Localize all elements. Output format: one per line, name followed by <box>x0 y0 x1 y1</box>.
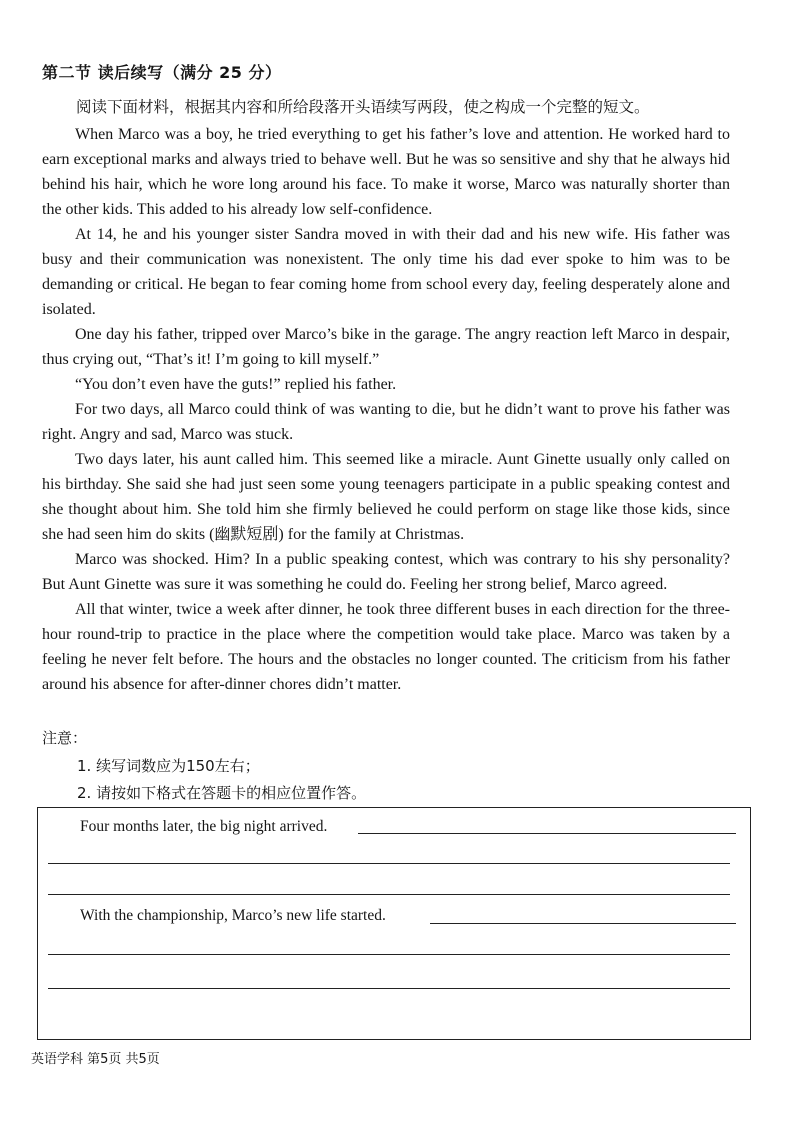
passage-paragraph: Two days later, his aunt called him. This seemed like a miracle. Aunt Ginette usually only called on his birthday. She said she had just seen some young teenagers participate in a public speaking contest and she thought about him. She told him she firmly believed he could perform on stage like those kids, since she had seen him do skits (幽默短剧) for the family at Christmas. <box>42 451 730 543</box>
passage-paragraph: When Marco was a boy, he tried everything to get his father’s love and attention. He worked hard to earn exceptional marks and always tried to behave well. But he was so sensitive and shy that he always hid behind his hair, which he wore long around his face. To make it worse, Marco was naturally shorter than the other kids. This added to his already low self-confidence. <box>42 126 730 218</box>
passage-paragraph: Marco was shocked. Him? In a public speaking contest, which was contrary to his shy personality? But Aunt Ginette was sure it was something he could do. Feeling her strong belief, Marco agreed. <box>42 551 730 593</box>
note-item: 2. 请按如下格式在答题卡的相应位置作答。 <box>77 784 367 802</box>
page-footer: 英语学科 第5页 共5页 <box>31 1052 160 1067</box>
section-title: 第二节 读后续写（满分 25 分） <box>42 63 282 82</box>
writing-line[interactable] <box>48 954 730 955</box>
passage-paragraph: At 14, he and his younger sister Sandra moved in with their dad and his new wife. His father was busy and their communication was nonexistent. The only time his dad ever spoke to him was to be demanding or critical. He began to fear coming home from school every day, feeling desperately alone and isolated. <box>42 226 730 318</box>
passage-paragraph: One day his father, tripped over Marco’s bike in the garage. The angry reaction left Marco in despair, thus crying out, “That’s it! I’m going to kill myself.” <box>42 326 730 368</box>
writing-line[interactable] <box>48 894 730 895</box>
writing-line[interactable] <box>358 833 736 834</box>
reading-passage <box>42 122 730 697</box>
paragraph-opener-2: With the championship, Marco’s new life started. <box>80 907 386 924</box>
note-item: 1. 续写词数应为150左右； <box>77 757 260 775</box>
passage-paragraph: All that winter, twice a week after dinner, he took three different buses in each direction for the three-hour round-trip to practice in the place where the competition would take place. Marco was taken by a feeling he never felt before. The hours and the obstacles no longer counted. The criticism from his father around his absence for after-dinner chores didn’t matter. <box>42 601 730 693</box>
writing-line[interactable] <box>430 923 736 924</box>
writing-line[interactable] <box>48 988 730 989</box>
passage-paragraph: For two days, all Marco could think of was wanting to die, but he didn’t want to prove his father was right. Angry and sad, Marco was stuck. <box>42 401 730 443</box>
paragraph-opener-1: Four months later, the big night arrived. <box>80 818 328 835</box>
passage-paragraph: “You don’t even have the guts!” replied his father. <box>75 376 397 393</box>
notes-label: 注意： <box>42 729 88 747</box>
task-instruction: 阅读下面材料，根据其内容和所给段落开头语续写两段，使之构成一个完整的短文。 <box>76 98 650 116</box>
answer-box <box>37 807 751 1040</box>
writing-line[interactable] <box>48 863 730 864</box>
